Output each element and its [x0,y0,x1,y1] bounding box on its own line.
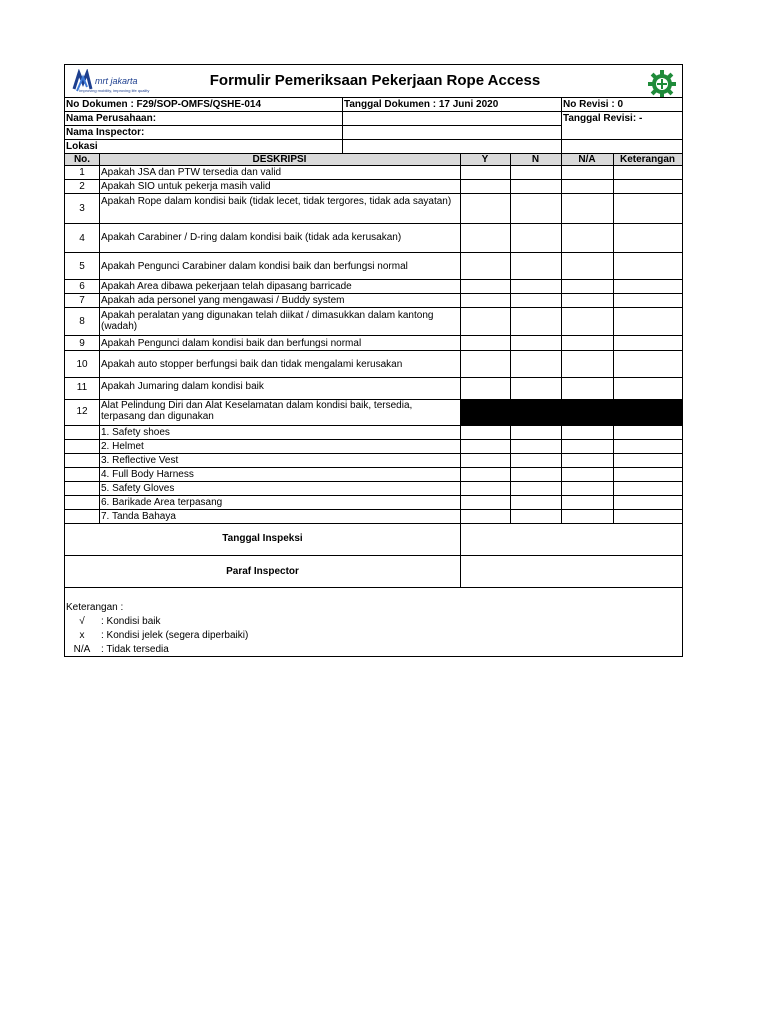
col-header-no: No. [73,154,91,165]
row-number: 2 [79,181,85,192]
row-number: 12 [76,406,88,417]
legend-text: : Kondisi baik [101,616,161,627]
lokasi-label: Lokasi [66,141,98,152]
logo-tagline: Improving mobility, improving life quality [79,88,150,93]
tanggal-revisi: Tanggal Revisi: - [563,113,643,124]
row-number: 8 [79,316,85,327]
legend-text: : Kondisi jelek (segera diperbaiki) [101,630,249,641]
row-number: 3 [79,203,85,214]
row-number: 4 [79,233,85,244]
col-header-deskripsi: DESKRIPSI [252,154,307,165]
row-description: Apakah JSA dan PTW tersedia dan valid [101,167,282,178]
row-number: 11 [76,382,88,393]
mrt-jakarta-logo [71,69,150,95]
row-number: 9 [79,338,85,349]
no-revisi: No Revisi : 0 [563,99,624,110]
row-12-shaded-cells [460,399,682,425]
row-description: Apakah Jumaring dalam kondisi baik [101,381,264,392]
row-description: Apakah auto stopper berfungsi baik dan tidak mengalami kerusakan [101,359,403,370]
row-description: Alat Pelindung Diri dan Alat Keselamatan dalam kondisi baik, tersedia, terpasang dan digunakan [101,400,413,422]
row-number: 7 [79,295,85,306]
row-number: 10 [76,359,88,370]
legend-title: Keterangan : [66,602,124,613]
row-description: Apakah Rope dalam kondisi baik (tidak lecet, tidak tergores, tidak ada sayatan) [101,196,452,207]
row-description: Apakah Carabiner / D-ring dalam kondisi baik (tidak ada kerusakan) [101,232,402,243]
tanggal-dokumen: Tanggal Dokumen : 17 Juni 2020 [344,99,499,110]
legend-text: : Tidak tersedia [101,644,169,655]
col-header-y: Y [481,154,489,165]
tanggal-inspeksi-label: Tanggal Inspeksi [222,533,303,544]
row-number: 1 [79,167,85,178]
row-description: Apakah Pengunci Carabiner dalam kondisi baik dan berfungsi normal [101,261,408,272]
apd-subitem: 6. Barikade Area terpasang [101,497,223,508]
col-header-keterangan: Keterangan [619,154,675,165]
paraf-inspector-label: Paraf Inspector [226,566,299,577]
logo-text: mrt jakarta [95,76,138,86]
legend-symbol: x [79,630,85,641]
col-header-n: N [531,154,540,165]
nama-inspector-label: Nama Inspector: [66,127,145,138]
apd-subitem: 5. Safety Gloves [101,483,175,494]
rope-access-inspection-form [64,64,683,657]
row-description: Apakah SIO untuk pekerja masih valid [101,181,271,192]
apd-subitem: 4. Full Body Harness [101,469,194,480]
form-title: Formulir Pemeriksaan Pekerjaan Rope Access [209,72,541,89]
row-number: 5 [79,261,85,272]
row-description: Apakah Pengunci dalam kondisi baik dan berfungsi normal [101,338,362,349]
apd-subitem: 2. Helmet [101,441,144,452]
legend-symbol: N/A [73,644,91,655]
nama-perusahaan-label: Nama Perusahaan: [66,113,157,124]
row-description: Apakah peralatan yang digunakan telah diikat / dimasukkan dalam kantong (wadah) [101,310,434,332]
col-header-na: N/A [578,154,596,165]
row-number: 6 [79,281,85,292]
legend-symbol: √ [79,616,85,627]
apd-subitem: 3. Reflective Vest [101,455,179,466]
no-dokumen: No Dokumen : F29/SOP-OMFS/QSHE-014 [66,99,262,110]
apd-subitem: 1. Safety shoes [101,427,170,438]
row-description: Apakah Area dibawa pekerjaan telah dipasang barricade [101,281,352,292]
row-description: Apakah ada personel yang mengawasi / Buddy system [101,295,345,306]
gear-icon [647,69,677,99]
apd-subitem: 7. Tanda Bahaya [101,511,176,522]
